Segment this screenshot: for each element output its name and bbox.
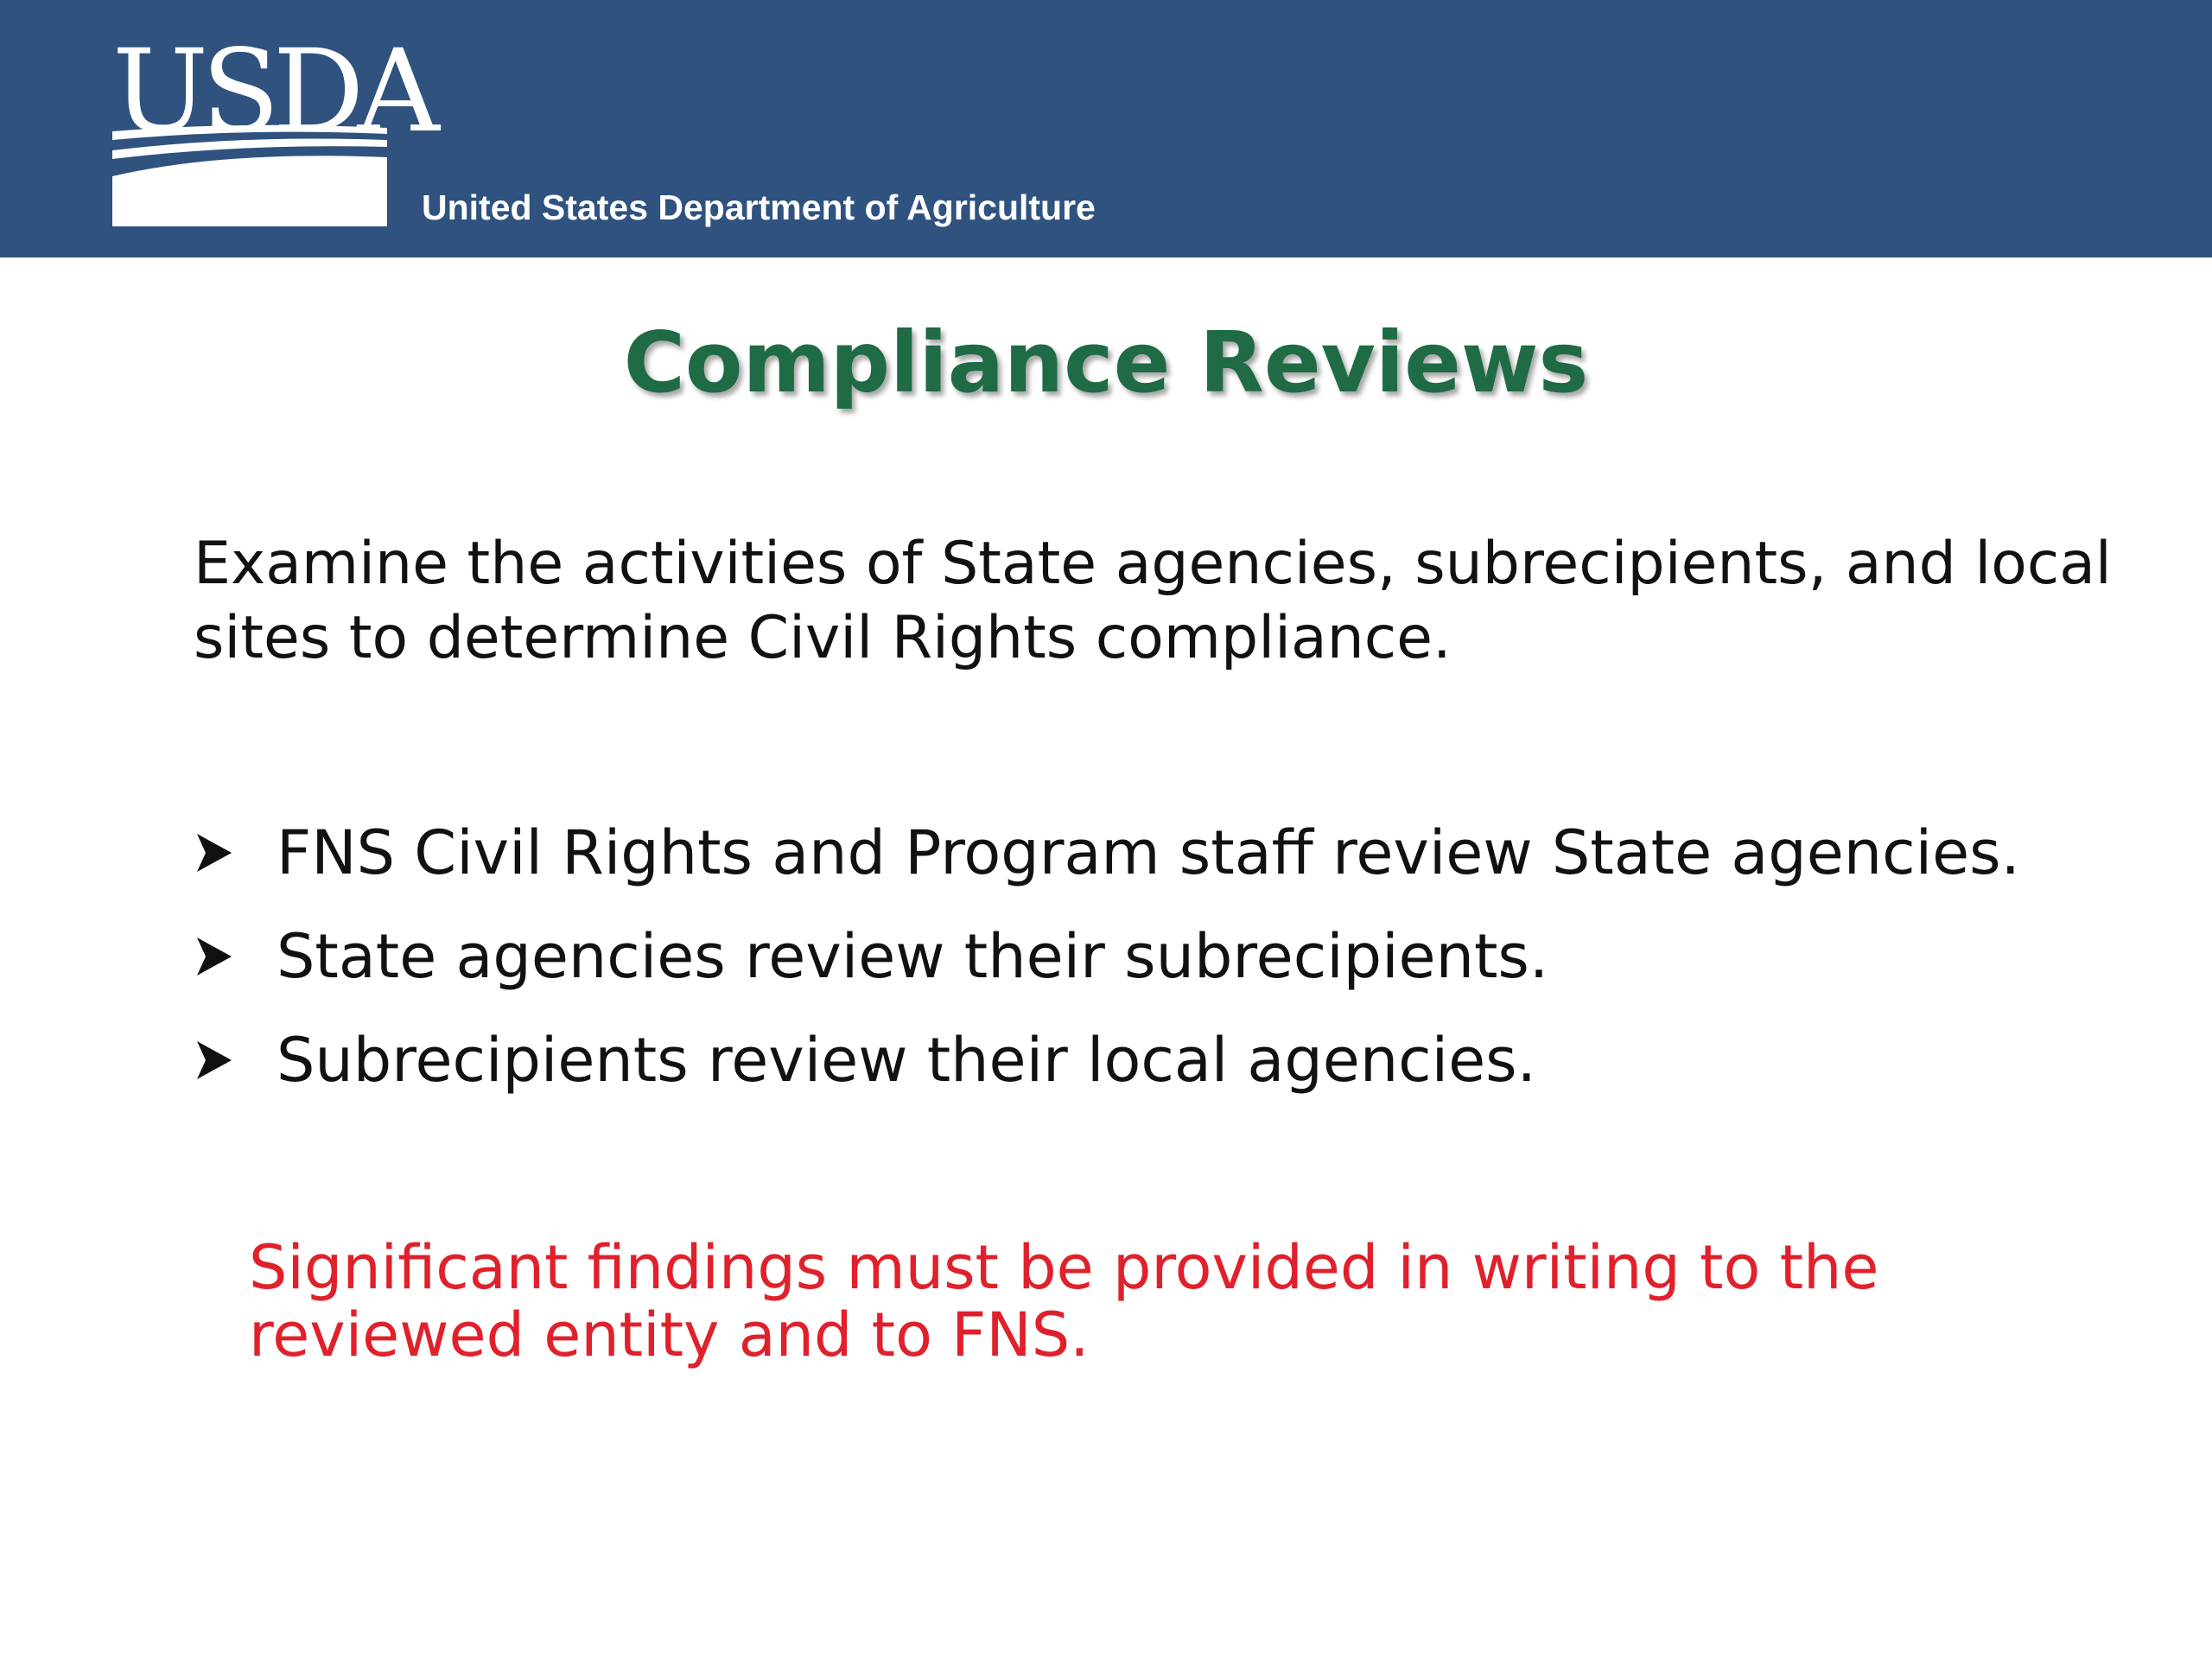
bullet-list (194, 814, 2181, 1125)
findings-note: Significant findings must be provided in writing to the reviewed entity and to FNS. (249, 1232, 1879, 1370)
usda-wordmark: USDA (112, 25, 433, 158)
bullet-text: Subrecipients review their local agencies. (276, 1025, 1536, 1096)
header-band (0, 0, 2212, 257)
department-name: United States Department of Agriculture (422, 188, 1096, 227)
intro-paragraph: Examine the activities of State agencies, subrecipients, and local sites to determine Civil Rights compliance. (194, 530, 2112, 672)
slide-title: Compliance Reviews (623, 314, 1589, 411)
list-item (194, 814, 2181, 892)
bullet-text: FNS Civil Rights and Program staff review State agencies. (276, 817, 2020, 888)
arrowhead-bullet-icon (194, 931, 276, 982)
bullet-text: State agencies review their subrecipients. (276, 921, 1549, 992)
list-item (194, 918, 2181, 995)
arrowhead-bullet-icon (194, 827, 276, 879)
usda-logo (112, 25, 433, 226)
usda-landscape-icon (112, 124, 389, 226)
arrowhead-bullet-icon (194, 1034, 276, 1086)
list-item (194, 1021, 2181, 1099)
